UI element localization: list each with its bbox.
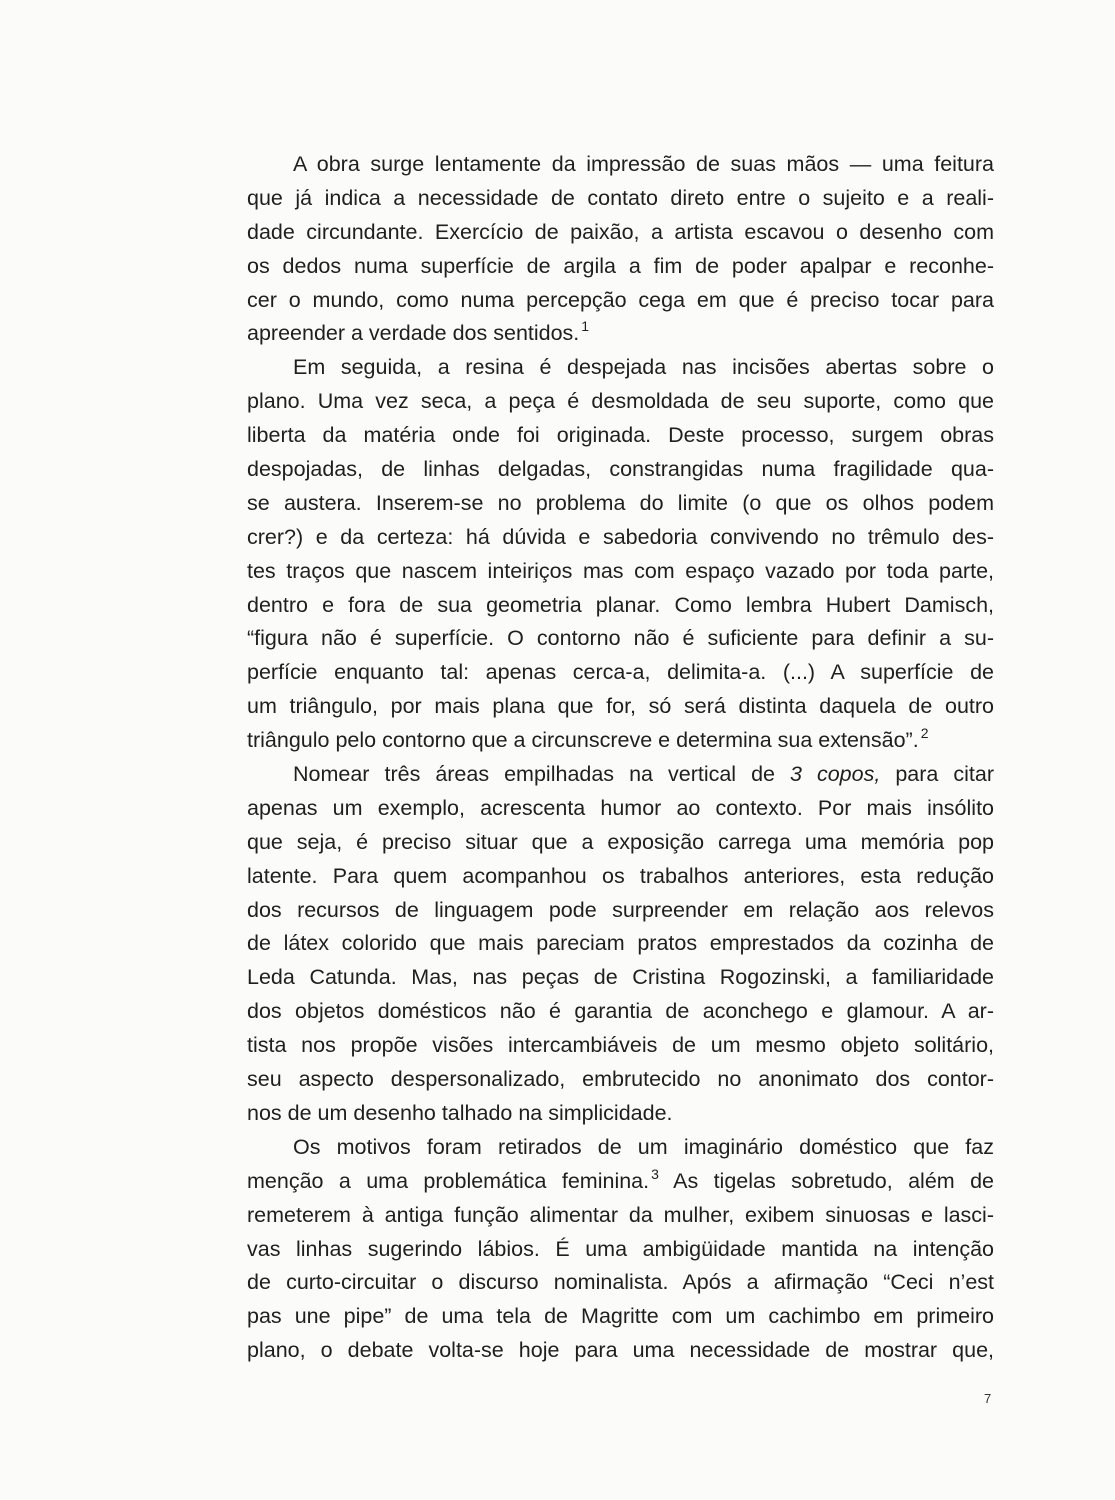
text-line: apenas um exemplo, acrescenta humor ao contexto. Por mais insólito [247, 795, 994, 820]
footnote-marker: 1 [581, 318, 590, 335]
text-line: remeterem à antiga função alimentar da mulher, exibem sinuosas e lasci- [247, 1202, 994, 1227]
paragraph-1 [247, 148, 994, 351]
text-line: plano, o debate volta-se hoje para uma necessidade de mostrar que, [247, 1338, 994, 1363]
text-line: dentro e fora de sua geometria planar. Como lembra Hubert Damisch, [247, 592, 994, 617]
line-text: Nomear três áreas empilhadas na vertical de [293, 762, 791, 787]
text-line: de curto-circuitar o discurso nominalista. Após a afirmação “Ceci n’est [247, 1270, 994, 1295]
text-line: cer o mundo, como numa percepção cega em que é preciso tocar para [247, 287, 994, 312]
text-line: crer?) e da certeza: há dúvida e sabedoria convivendo no trêmulo des- [247, 524, 994, 549]
text-line: Os motivos foram retirados de um imaginário doméstico que faz [293, 1134, 994, 1159]
text-line: os dedos numa superfície de argila a fim de poder apalpar e reconhe- [247, 253, 994, 278]
text-line: liberta da matéria onde foi originada. Deste processo, surgem obras [247, 423, 994, 448]
line-text: As tigelas sobretudo, além de [658, 1168, 994, 1193]
text-line: tes traços que nascem inteiriços mas com espaço vazado por toda parte, [247, 558, 994, 583]
text-line: latente. Para quem acompanhou os trabalhos anteriores, esta redução [247, 863, 994, 888]
text-line: pas une pipe” de uma tela de Magritte com um cachimbo em primeiro [247, 1304, 994, 1329]
text-line: plano. Uma vez seca, a peça é desmoldada de seu suporte, como que [247, 389, 994, 414]
text-line: dade circundante. Exercício de paixão, a artista escavou o desenho com [247, 219, 994, 244]
text-line: dos objetos domésticos não é garantia de aconchego e glamour. A ar- [247, 999, 994, 1024]
text-line: que já indica a necessidade de contato direto entre o sujeito e a reali- [247, 185, 994, 210]
footnote-marker: 3 [651, 1165, 659, 1182]
line-text: apreender a verdade dos sentidos. [247, 321, 580, 346]
text-line [247, 724, 994, 758]
text-line: dos recursos de linguagem pode surpreender em relação aos relevos [247, 897, 994, 922]
paragraph-3 [247, 758, 994, 1131]
text-line [247, 317, 994, 351]
footnote-marker: 2 [920, 725, 929, 742]
text-line [247, 1165, 994, 1199]
line-text: triângulo pelo contorno que a circunscreve e determina sua extensão”. [247, 728, 919, 753]
paragraph-4 [247, 1131, 994, 1368]
text-line: de látex colorido que mais pareciam pratos emprestados da cozinha de [247, 931, 994, 956]
artwork-title: 3 copos, [790, 762, 881, 787]
text-line: que seja, é preciso situar que a exposição carrega uma memória pop [247, 829, 994, 854]
line-text: para citar [880, 762, 994, 787]
text-line: despojadas, de linhas delgadas, constrangidas numa fragilidade qua- [247, 457, 994, 482]
text-line [247, 758, 994, 792]
text-line: seu aspecto despersonalizado, embrutecido no anonimato dos contor- [247, 1067, 994, 1092]
text-line: um triângulo, por mais plana que for, só será distinta daquela de outro [247, 694, 994, 719]
text-line: A obra surge lentamente da impressão de suas mãos — uma feitura [293, 152, 994, 176]
text-line: perfície enquanto tal: apenas cerca-a, delimita-a. (...) A superfície de [247, 660, 994, 685]
text-line: se austera. Inserem-se no problema do limite (o que os olhos podem [247, 490, 994, 515]
text-line: nos de um desenho talhado na simplicidade. [247, 1100, 673, 1125]
text-line: Em seguida, a resina é despejada nas incisões abertas sobre o [293, 355, 994, 380]
text-line: tista nos propõe visões intercambiáveis de um mesmo objeto solitário, [247, 1033, 994, 1058]
text-line: “figura não é superfície. O contorno não é suficiente para definir a su- [247, 626, 994, 651]
page-number: 7 [984, 1391, 992, 1406]
body-text [247, 148, 994, 1368]
text-line: Leda Catunda. Mas, nas peças de Cristina Rogozinski, a familiaridade [247, 965, 994, 990]
text-line: vas linhas sugerindo lábios. É uma ambigüidade mantida na intenção [247, 1236, 994, 1261]
line-text: menção a uma problemática feminina. [247, 1168, 650, 1193]
paragraph-2 [247, 351, 994, 758]
